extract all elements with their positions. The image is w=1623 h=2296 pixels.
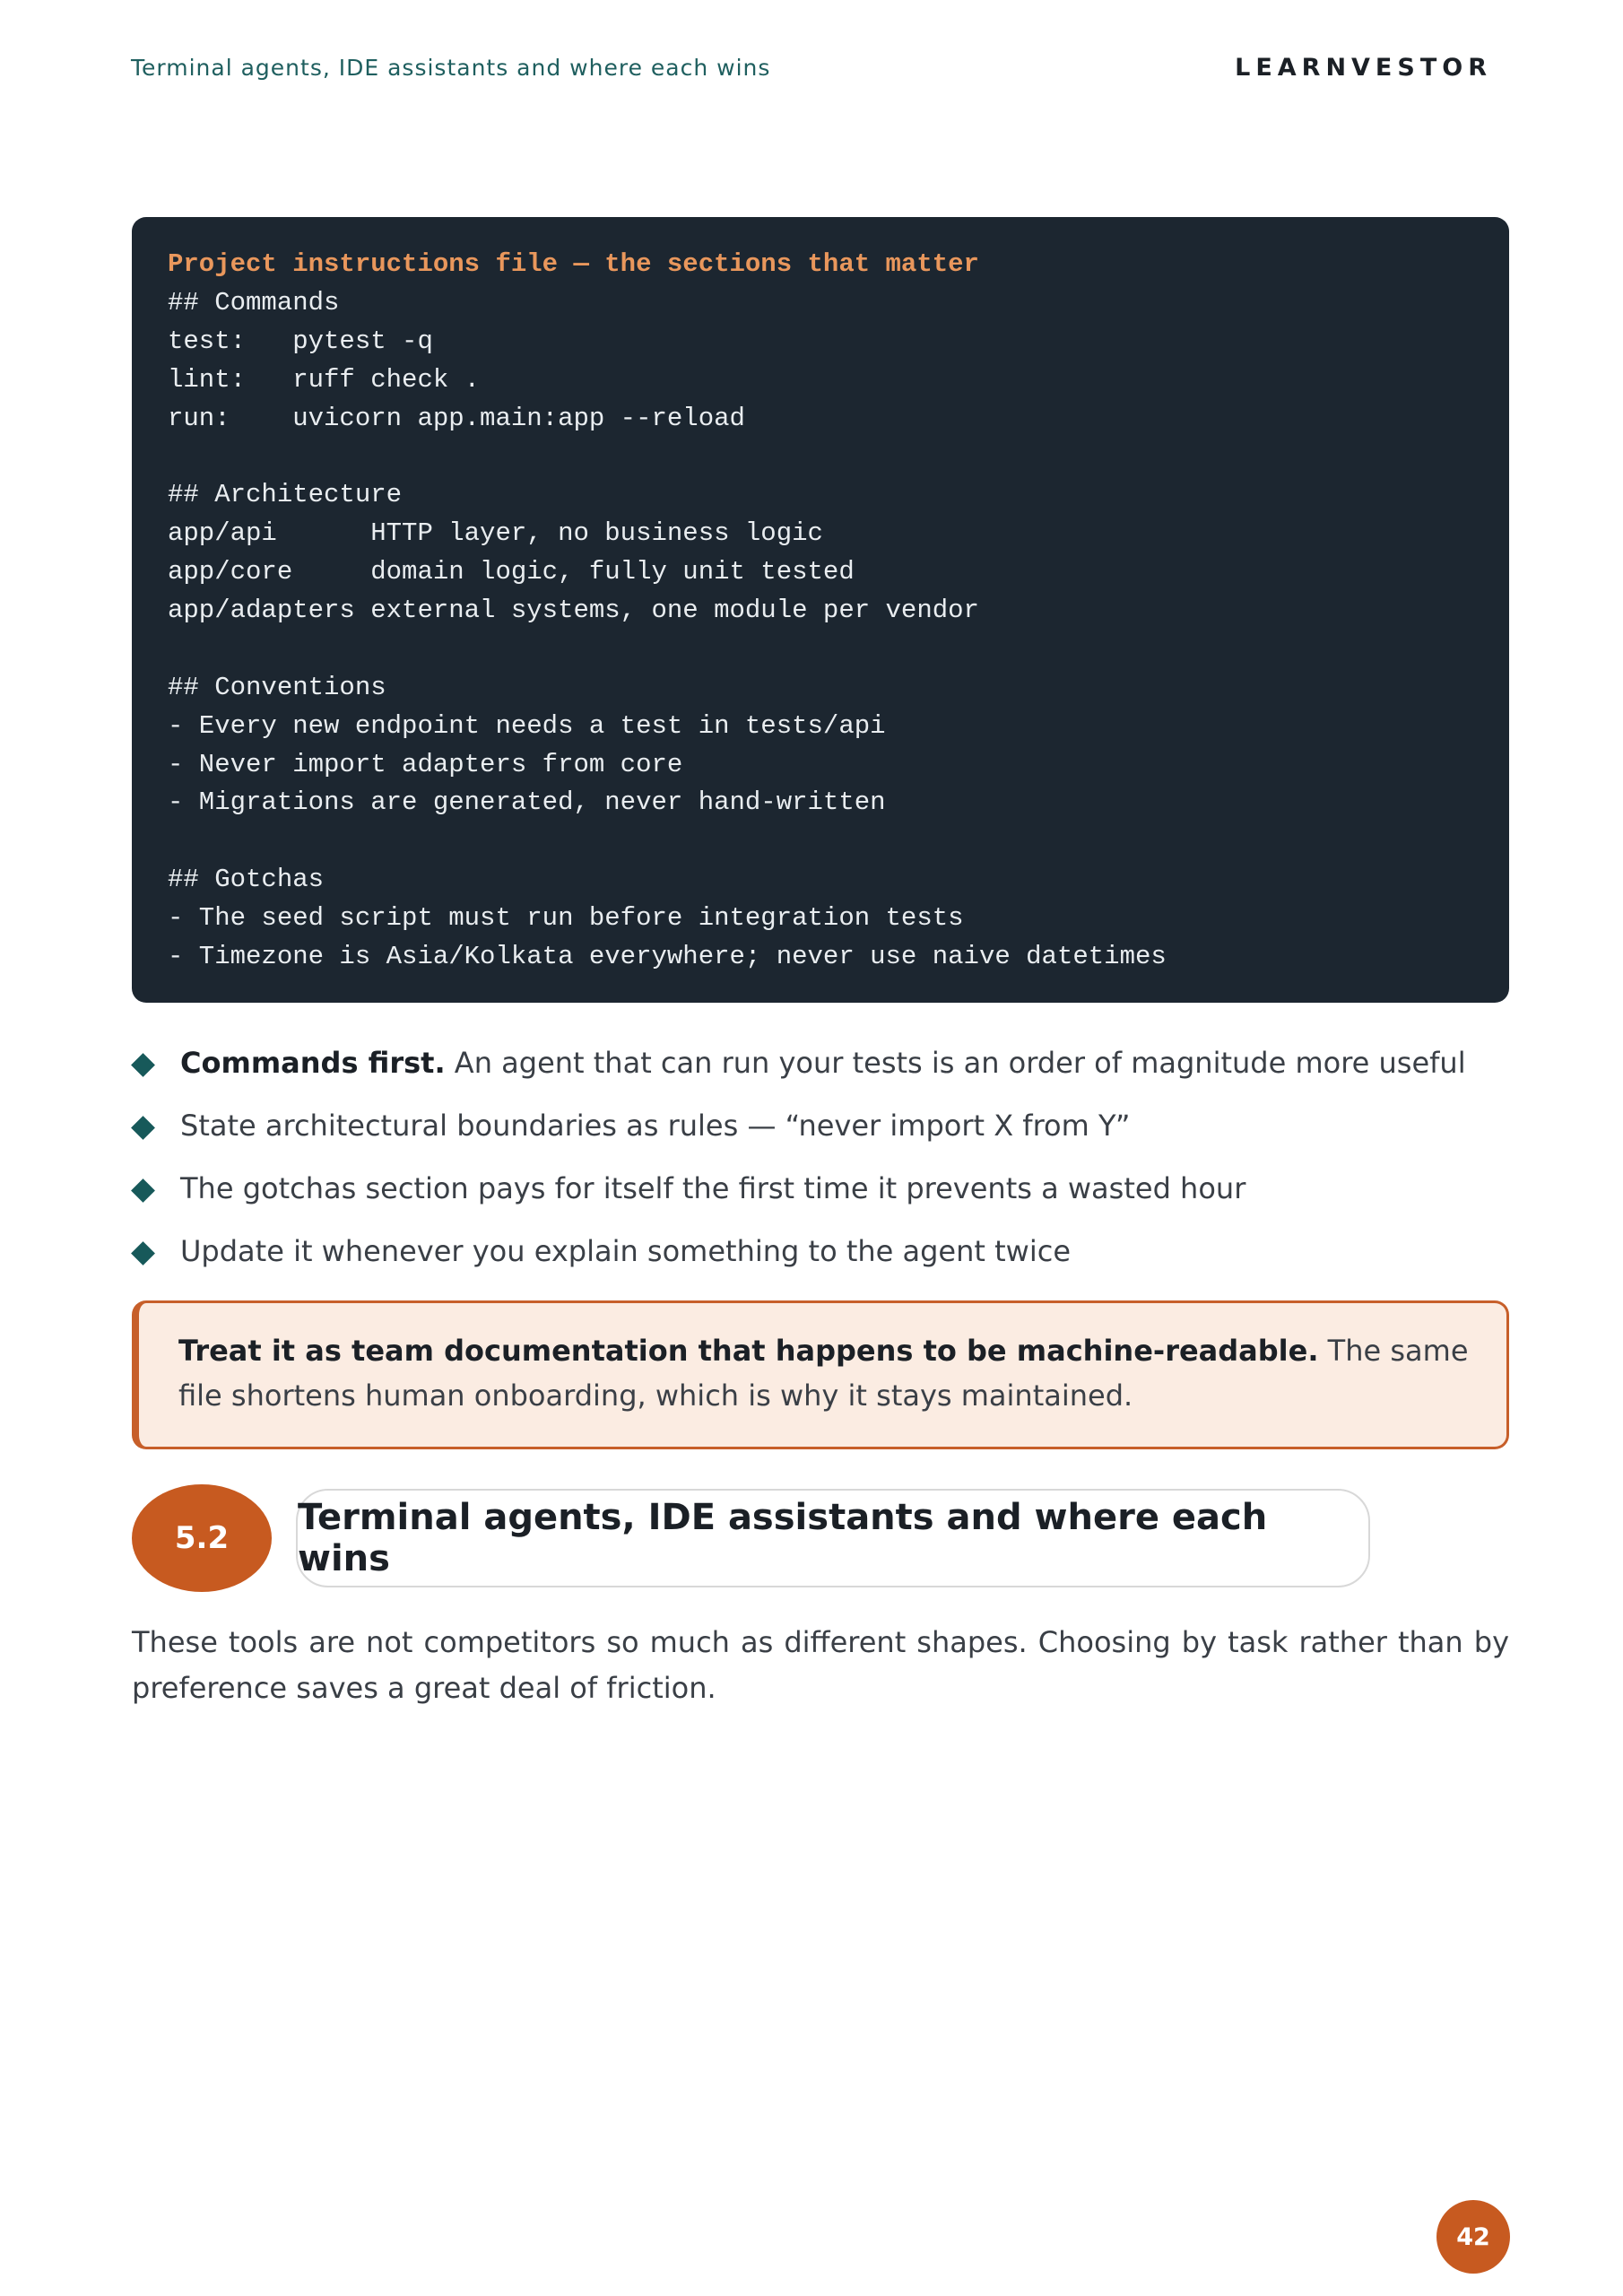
code-line: lint: ruff check . xyxy=(168,364,481,395)
list-item xyxy=(129,1220,1528,1283)
code-line xyxy=(168,631,1475,669)
code-line: app/core domain logic, fully unit tested xyxy=(168,557,855,587)
bullet-text xyxy=(180,1031,1466,1094)
code-line xyxy=(168,438,1475,476)
bullet-body: An agent that can run your tests is an order of magnitude more useful xyxy=(445,1046,1466,1080)
code-line: app/adapters external systems, one module per vendor xyxy=(168,596,979,626)
page-number-badge: 42 xyxy=(1436,2200,1510,2274)
brand-logo-text: LEARNVESTOR xyxy=(1235,54,1492,82)
bullet-list xyxy=(129,1031,1528,1283)
diamond-bullet-icon xyxy=(131,1053,155,1077)
code-line: - Every new endpoint needs a test in tests/api xyxy=(168,710,886,741)
code-line: - The seed script must run before integration tests xyxy=(168,903,964,934)
callout-body: The same file shortens human onboarding, which is why it stays maintained. xyxy=(178,1334,1469,1413)
bullet-text: State architectural boundaries as rules — “never import X from Y” xyxy=(180,1109,1131,1143)
code-line: app/api HTTP layer, no business logic xyxy=(168,518,823,549)
code-line: - Never import adapters from core xyxy=(168,749,683,779)
code-line: - Timezone is Asia/Kolkata everywhere; never use naive datetimes xyxy=(168,942,1167,972)
code-line: ## Commands xyxy=(168,287,340,317)
list-item xyxy=(129,1157,1528,1220)
diamond-bullet-icon xyxy=(131,1241,155,1265)
bullet-text: Update it whenever you explain something to the agent twice xyxy=(180,1234,1071,1268)
list-item xyxy=(129,1094,1528,1157)
code-line: - Migrations are generated, never hand-written xyxy=(168,787,886,818)
list-item xyxy=(129,1031,1528,1094)
section-title: Terminal agents, IDE assistants and where each wins xyxy=(296,1489,1370,1587)
code-line xyxy=(168,822,1475,861)
callout-bold-lead: Treat it as team documentation that happens to be machine-readable. xyxy=(178,1334,1319,1368)
code-line: test: pytest -q xyxy=(168,326,433,356)
diamond-bullet-icon xyxy=(131,1178,155,1203)
callout-box xyxy=(132,1300,1509,1449)
code-line: ## Conventions xyxy=(168,672,386,702)
diamond-bullet-icon xyxy=(131,1116,155,1140)
body-paragraph: These tools are not competitors so much as different shapes. Choosing by task rather than by preference saves a great deal of friction. xyxy=(132,1625,1509,1705)
code-block-title: Project instructions file — the sections that matter xyxy=(168,249,979,279)
code-line: ## Architecture xyxy=(168,480,403,510)
running-header-title: Terminal agents, IDE assistants and where each wins xyxy=(131,55,771,81)
section-number-badge: 5.2 xyxy=(132,1484,272,1592)
bullet-text: The gotchas section pays for itself the first time it prevents a wasted hour xyxy=(180,1171,1246,1205)
code-block xyxy=(132,217,1509,1003)
code-line: run: uvicorn app.main:app --reload xyxy=(168,403,745,433)
code-line: ## Gotchas xyxy=(168,865,325,895)
bullet-bold-lead: Commands first. xyxy=(180,1046,446,1080)
